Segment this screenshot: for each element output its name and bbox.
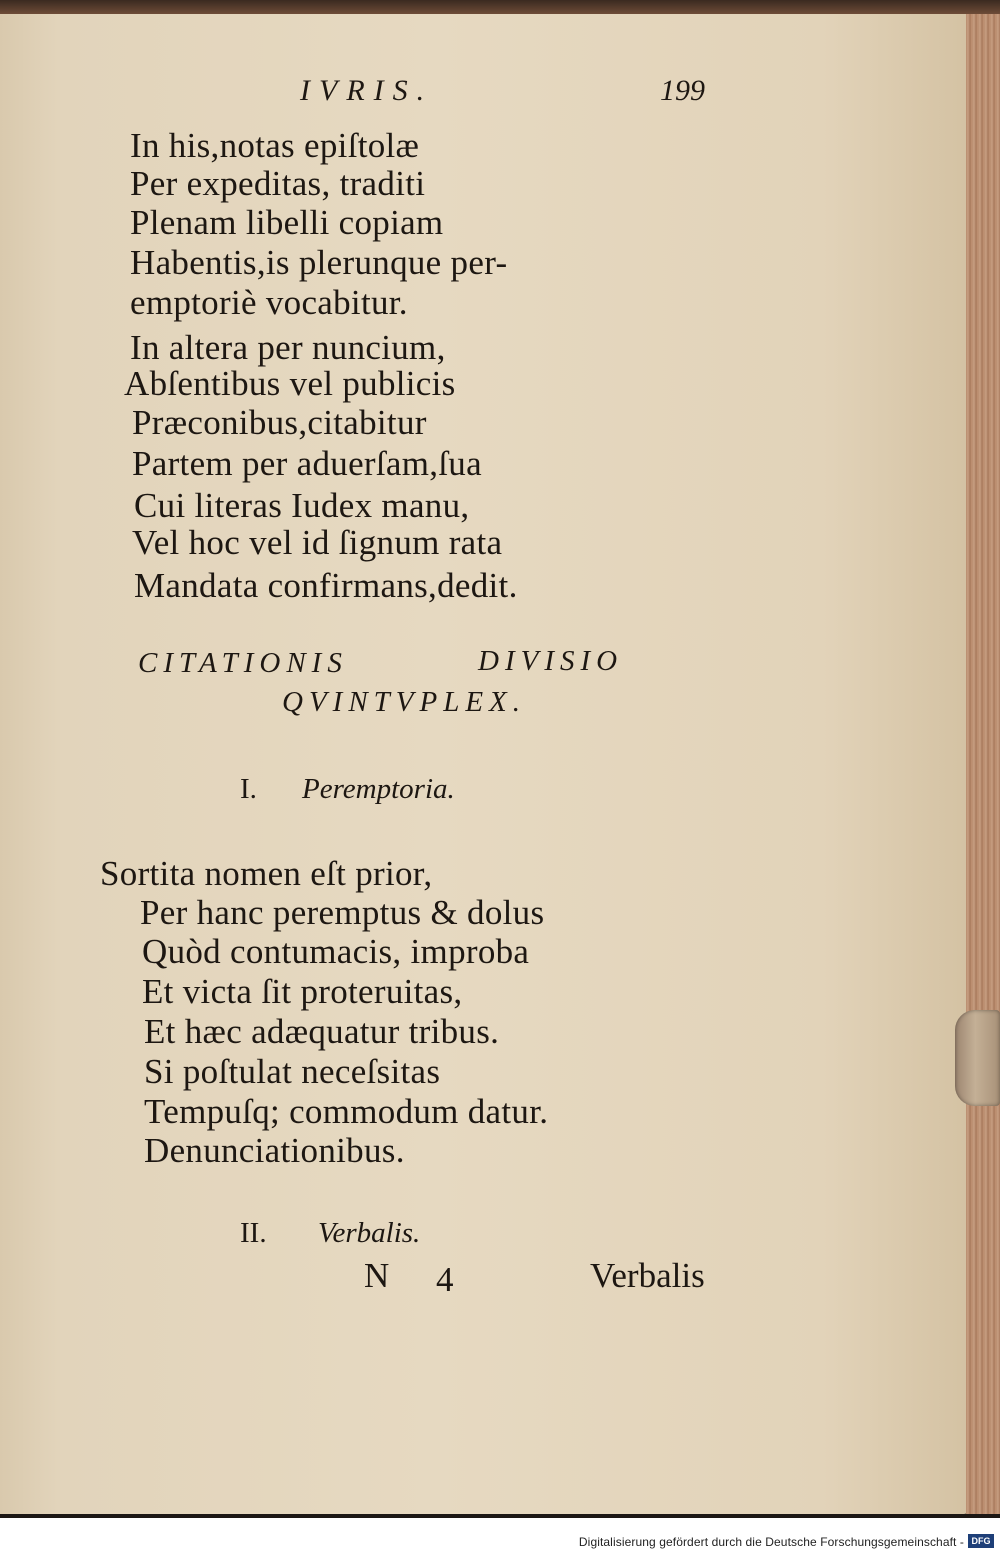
heading-quintuplex: QVINTVPLEX. xyxy=(282,686,527,718)
verse-line: Abſentibus vel publicis xyxy=(124,364,456,403)
verse-line: Denunciationibus. xyxy=(144,1131,405,1170)
verse-line: Plenam libelli copiam xyxy=(130,203,444,242)
verse-line: Per hanc peremptus & dolus xyxy=(140,893,545,932)
verse-line: Habentis,is plerunque per- xyxy=(130,243,508,282)
page-stack-edge xyxy=(966,14,1000,1514)
verse-line: emptoriè vocabitur. xyxy=(130,283,408,322)
verse-line: Et hæc adæquatur tribus. xyxy=(144,1012,500,1051)
verse-line: Vel hoc vel id ſignum rata xyxy=(132,523,503,562)
verse-line: Tempuſq; commodum datur. xyxy=(144,1092,549,1131)
section-title-peremptoria: Peremptoria. xyxy=(302,773,455,805)
page-tab xyxy=(955,1010,1000,1106)
verse-line: Si poſtulat neceſsitas xyxy=(144,1052,441,1091)
digitization-credit: Digitalisierung gefördert durch die Deutsche Forschungsgemeinschaft - xyxy=(578,1535,964,1549)
page-number: 199 xyxy=(660,74,705,107)
verse-line: Præconibus,citabitur xyxy=(132,403,427,442)
heading-citationis: CITATIONIS xyxy=(138,647,348,679)
section-numeral-2: II. xyxy=(240,1217,267,1249)
signature-number: 4 xyxy=(436,1260,454,1299)
verse-line: In altera per nuncium, xyxy=(130,328,446,367)
verse-line: Sortita nomen eſt prior, xyxy=(100,854,433,893)
verse-line: In his,notas epiſtolæ xyxy=(130,126,420,165)
section-title-verbalis: Verbalis. xyxy=(318,1217,421,1249)
heading-divisio: DIVISIO xyxy=(478,645,624,677)
running-head: IVRIS. xyxy=(300,74,434,107)
verse-line: Per expeditas, traditi xyxy=(130,164,426,203)
dfg-logo: DFG xyxy=(968,1534,994,1548)
verse-line: Et victa ſit proteruitas, xyxy=(142,972,463,1011)
verse-line: Cui literas Iudex manu, xyxy=(134,486,470,525)
section-numeral-1: I. xyxy=(240,773,257,805)
verse-line: Partem per aduerſam,ſua xyxy=(132,444,482,483)
signature-mark: N xyxy=(364,1256,390,1295)
verse-line: Quòd contumacis, improba xyxy=(142,932,530,971)
catchword: Verbalis xyxy=(590,1256,705,1295)
verse-line: Mandata confirmans,dedit. xyxy=(134,566,518,605)
